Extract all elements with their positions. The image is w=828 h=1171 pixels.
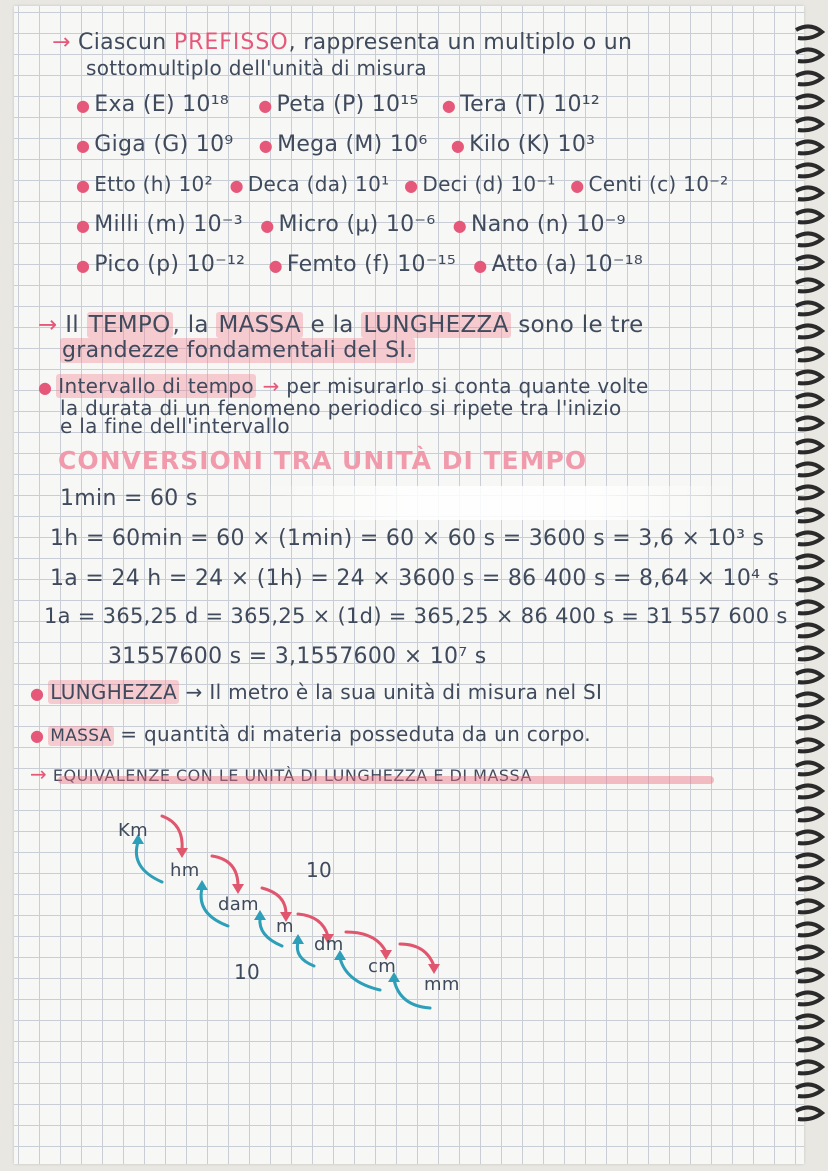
spiral-coil [796,532,822,544]
spiral-coil [796,26,822,38]
spiral-coil [796,670,822,682]
spiral-coil [796,1107,822,1119]
spiral-coil [796,325,822,337]
spiral-coil [796,371,822,383]
spiral-coil [796,463,822,475]
spiral-coil [796,762,822,774]
spiral-coil [796,417,822,429]
prefix-row-3: ● Etto (h) 10² ● Deca (da) 10¹ ● Deci (d) 10⁻¹ ● Centi (c) 10⁻² [76,172,729,196]
arrow-down-icon [346,932,386,952]
spiral-coil [796,693,822,705]
spiral-coil [796,118,822,130]
conversions-title: CONVERSIONI TRA UNITÀ DI TEMPO [58,446,588,475]
spiral-coil [796,923,822,935]
spiral-coil [796,348,822,360]
intro-line-1: → Ciascun PREFISSO, rappresenta un multiplo o un [52,30,633,55]
spiral-coil [796,877,822,889]
fundamentals-line-1: → Il TEMPO, la MASSA e la LUNGHEZZA sono le tre [38,312,644,338]
spiral-coil [796,279,822,291]
spiral-coil [796,1038,822,1050]
spiral-coil [796,831,822,843]
spiral-coil [796,647,822,659]
interval-line-1: ● Intervallo di tempo → per misurarlo si conta quante volte [38,374,649,398]
prefix-row-4: ● Milli (m) 10⁻³ ● Micro (μ) 10⁻⁶ ● Nano (n) 10⁻⁹ [76,212,626,237]
arrow-down-icon [262,888,286,914]
spiral-coil [796,141,822,153]
arrow-up-icon [136,842,162,882]
unit-cm: cm [368,956,397,977]
spiral-coil [796,256,822,268]
unit-hm: hm [170,860,200,881]
spiral-coil [796,716,822,728]
spiral-coil [796,854,822,866]
spiral-coil [796,601,822,613]
conversion-line-2: 1h = 60min = 60 × (1min) = 60 × 60 s = 3600 s = 3,6 × 10³ s [50,526,765,551]
unit-dam: dam [218,894,259,915]
spiral-coil [796,578,822,590]
light-glare [260,486,740,520]
conversion-line-3: 1a = 24 h = 24 × (1h) = 24 × 3600 s = 86 400 s = 8,64 × 10⁴ s [50,566,780,591]
highlight-bar [58,776,714,784]
prefix-row-5: ● Pico (p) 10⁻¹² ● Femto (f) 10⁻¹⁵ ● Atto (a) 10⁻¹⁸ [76,252,644,277]
interval-line-2: la durata di un fenomeno periodico si ripete tra l'inizio [60,396,622,420]
spiral-coil [796,992,822,1004]
spiral-coil [796,946,822,958]
spiral-coil [796,95,822,107]
interval-line-3: e la fine dell'intervallo [60,414,290,438]
spiral-coil [796,233,822,245]
arrow-down-icon [212,856,238,886]
spiral-coil [796,969,822,981]
factor-label-top: 10 [306,858,333,882]
conversion-line-1: 1min = 60 s [60,486,198,511]
unit-mm: mm [424,974,460,995]
spiral-coil [796,72,822,84]
spiral-coil [796,486,822,498]
factor-label-bottom: 10 [234,960,261,984]
prefix-row-1: ● Exa (E) 10¹⁸ ● Peta (P) 10¹⁵ ● Tera (T) 10¹² [76,92,601,117]
spiral-coil [796,210,822,222]
fundamentals-line-2: grandezze fondamentali del SI. [62,338,414,363]
spiral-coil [796,1061,822,1073]
conversion-line-5: 31557600 s = 3,1557600 × 10⁷ s [108,644,487,669]
spiral-coil [796,555,822,567]
spiral-coil [796,509,822,521]
spiral-coil [796,624,822,636]
arrow-down-icon [400,944,434,966]
spiral-coil [796,785,822,797]
unit-m: m [276,916,294,937]
spiral-coil [796,394,822,406]
spiral-coil [796,808,822,820]
spiral-binding [792,24,826,1144]
intro-line-2: sottomultiplo dell'unità di misura [86,56,427,80]
definition-massa: ● MASSA = quantità di materia posseduta da un corpo. [30,722,591,746]
spiral-coil [796,187,822,199]
conversion-line-4: 1a = 365,25 d = 365,25 × (1d) = 365,25 × 86 400 s = 31 557 600 s [44,604,788,628]
definition-lunghezza: ● LUNGHEZZA → Il metro è la sua unità di misura nel SI [30,680,603,704]
spiral-coil [796,1084,822,1096]
spiral-coil [796,1015,822,1027]
unit-dm: dm [314,934,344,955]
unit-km: Km [118,820,148,841]
arrow-down-icon [162,816,182,850]
spiral-coil [796,900,822,912]
equivalence-heading: → EQUIVALENZE CON LE UNITÀ DI LUNGHEZZA E DI MASSA [30,762,532,786]
prefix-row-2: ● Giga (G) 10⁹ ● Mega (M) 10⁶ ● Kilo (K) 10³ [76,132,596,157]
spiral-coil [796,739,822,751]
spiral-coil [796,49,822,61]
arrow-up-icon [297,942,314,966]
arrow-down-icon [298,914,328,936]
spiral-coil [796,164,822,176]
spiral-coil [796,440,822,452]
arrow-icon: → [52,30,71,55]
arrow-icon: → [38,312,58,338]
unit-conversion-diagram [100,810,480,1040]
spiral-coil [796,302,822,314]
